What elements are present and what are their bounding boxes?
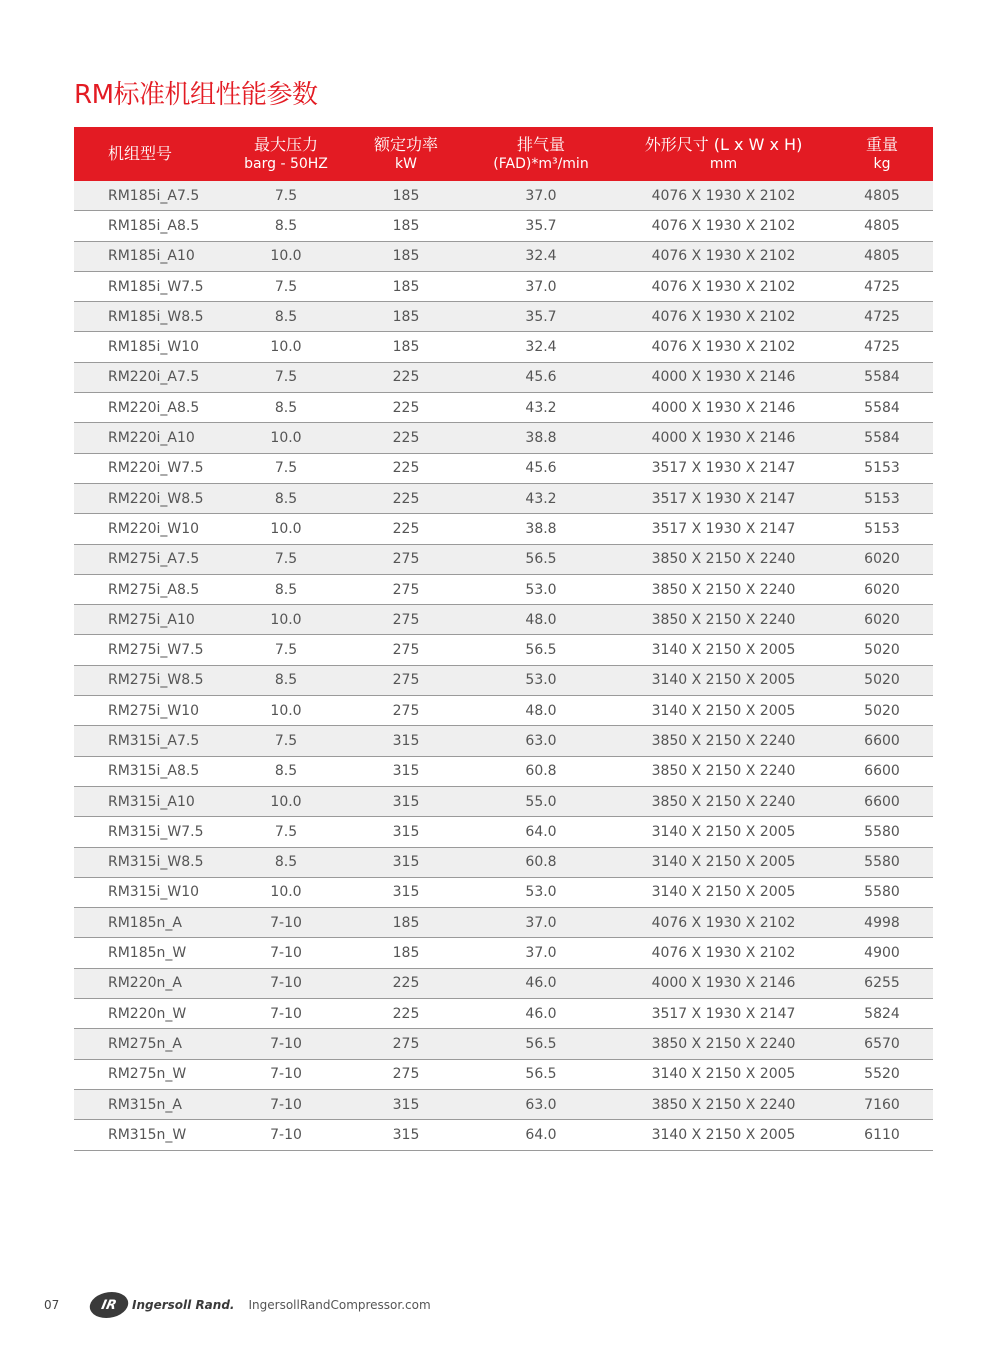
header-dims-unit: mm bbox=[709, 156, 738, 172]
cell-model: RM315i_A7.5 bbox=[108, 732, 200, 749]
cell-dimensions: 3140 X 2150 X 2005 bbox=[651, 823, 796, 840]
cell-pressure: 10.0 bbox=[270, 611, 302, 628]
table-row bbox=[74, 1090, 933, 1120]
table-row bbox=[74, 484, 933, 514]
cell-power: 315 bbox=[392, 763, 420, 780]
cell-power: 315 bbox=[392, 1126, 420, 1143]
cell-dimensions: 3140 X 2150 X 2005 bbox=[651, 672, 796, 689]
cell-pressure: 7-10 bbox=[270, 914, 302, 931]
cell-weight: 4805 bbox=[864, 217, 900, 234]
cell-flow: 48.0 bbox=[525, 611, 557, 628]
cell-weight: 5584 bbox=[864, 430, 900, 447]
cell-dimensions: 4076 X 1930 X 2102 bbox=[651, 339, 796, 356]
page-title: RM标准机组性能参数 bbox=[74, 80, 318, 110]
cell-flow: 60.8 bbox=[525, 763, 557, 780]
table-row bbox=[74, 666, 933, 696]
cell-flow: 63.0 bbox=[525, 1096, 557, 1113]
cell-power: 315 bbox=[392, 884, 420, 901]
spec-table bbox=[74, 127, 933, 1151]
table-row bbox=[74, 605, 933, 635]
cell-weight: 4998 bbox=[864, 914, 900, 931]
cell-model: RM275i_W10 bbox=[108, 702, 200, 719]
cell-flow: 56.5 bbox=[525, 551, 557, 568]
cell-model: RM185i_A7.5 bbox=[108, 187, 200, 204]
cell-flow: 56.5 bbox=[525, 1035, 557, 1052]
cell-model: RM275i_A7.5 bbox=[108, 551, 200, 568]
cell-weight: 6020 bbox=[864, 611, 900, 628]
table-row bbox=[74, 726, 933, 756]
cell-pressure: 10.0 bbox=[270, 248, 302, 265]
cell-pressure: 7.5 bbox=[274, 551, 298, 568]
cell-weight: 5153 bbox=[864, 490, 900, 507]
cell-power: 275 bbox=[392, 672, 420, 689]
table-row bbox=[74, 545, 933, 575]
cell-flow: 32.4 bbox=[525, 248, 557, 265]
cell-weight: 6600 bbox=[864, 793, 900, 810]
cell-pressure: 8.5 bbox=[274, 399, 298, 416]
cell-model: RM185i_A8.5 bbox=[108, 217, 200, 234]
cell-flow: 64.0 bbox=[525, 823, 557, 840]
cell-power: 185 bbox=[392, 308, 420, 325]
cell-flow: 53.0 bbox=[525, 672, 557, 689]
cell-flow: 46.0 bbox=[525, 975, 557, 992]
cell-dimensions: 3140 X 2150 X 2005 bbox=[651, 642, 796, 659]
cell-power: 315 bbox=[392, 854, 420, 871]
table-row bbox=[74, 848, 933, 878]
table-row bbox=[74, 1029, 933, 1059]
header-power bbox=[346, 127, 466, 181]
cell-power: 275 bbox=[392, 551, 420, 568]
cell-pressure: 8.5 bbox=[274, 672, 298, 689]
cell-pressure: 10.0 bbox=[270, 884, 302, 901]
cell-model: RM220i_W10 bbox=[108, 520, 200, 537]
cell-power: 185 bbox=[392, 217, 420, 234]
table-row bbox=[74, 332, 933, 362]
cell-weight: 5584 bbox=[864, 369, 900, 386]
cell-pressure: 10.0 bbox=[270, 520, 302, 537]
cell-flow: 45.6 bbox=[525, 460, 557, 477]
cell-pressure: 7.5 bbox=[274, 732, 298, 749]
cell-weight: 5153 bbox=[864, 520, 900, 537]
cell-pressure: 7.5 bbox=[274, 278, 298, 295]
brand-logo bbox=[90, 1292, 234, 1318]
cell-pressure: 7-10 bbox=[270, 1035, 302, 1052]
cell-weight: 4725 bbox=[864, 308, 900, 325]
cell-pressure: 7-10 bbox=[270, 1066, 302, 1083]
table-row bbox=[74, 969, 933, 999]
cell-pressure: 7-10 bbox=[270, 975, 302, 992]
table-row bbox=[74, 635, 933, 665]
header-weight-unit: kg bbox=[873, 156, 891, 172]
cell-model: RM275i_A8.5 bbox=[108, 581, 200, 598]
cell-weight: 5020 bbox=[864, 642, 900, 659]
cell-power: 185 bbox=[392, 339, 420, 356]
table-row bbox=[74, 181, 933, 211]
table-row bbox=[74, 999, 933, 1029]
cell-pressure: 7.5 bbox=[274, 369, 298, 386]
cell-model: RM315i_W10 bbox=[108, 884, 200, 901]
cell-power: 225 bbox=[392, 975, 420, 992]
cell-flow: 37.0 bbox=[525, 945, 557, 962]
cell-model: RM220i_W7.5 bbox=[108, 460, 204, 477]
cell-dimensions: 4076 X 1930 X 2102 bbox=[651, 278, 796, 295]
table-row bbox=[74, 817, 933, 847]
cell-power: 315 bbox=[392, 732, 420, 749]
cell-dimensions: 4076 X 1930 X 2102 bbox=[651, 217, 796, 234]
cell-pressure: 7.5 bbox=[274, 187, 298, 204]
cell-model: RM220i_A8.5 bbox=[108, 399, 200, 416]
cell-model: RM275i_A10 bbox=[108, 611, 195, 628]
cell-model: RM185i_W7.5 bbox=[108, 278, 204, 295]
cell-weight: 4725 bbox=[864, 339, 900, 356]
table-row bbox=[74, 575, 933, 605]
cell-weight: 5580 bbox=[864, 823, 900, 840]
cell-power: 275 bbox=[392, 702, 420, 719]
header-weight-label: 重量 bbox=[865, 135, 898, 154]
cell-flow: 56.5 bbox=[525, 1066, 557, 1083]
cell-model: RM185n_A bbox=[108, 914, 182, 931]
cell-dimensions: 4000 X 1930 X 2146 bbox=[651, 975, 796, 992]
cell-flow: 43.2 bbox=[525, 399, 557, 416]
cell-pressure: 8.5 bbox=[274, 854, 298, 871]
cell-power: 225 bbox=[392, 460, 420, 477]
cell-flow: 37.0 bbox=[525, 278, 557, 295]
cell-weight: 6600 bbox=[864, 763, 900, 780]
cell-dimensions: 3517 X 1930 X 2147 bbox=[651, 490, 796, 507]
header-dims-label: 外形尺寸 (L x W x H) bbox=[644, 135, 803, 154]
cell-pressure: 8.5 bbox=[274, 763, 298, 780]
table-body bbox=[74, 181, 933, 1151]
cell-pressure: 8.5 bbox=[274, 217, 298, 234]
cell-weight: 4900 bbox=[864, 945, 900, 962]
cell-dimensions: 4076 X 1930 X 2102 bbox=[651, 187, 796, 204]
cell-power: 275 bbox=[392, 642, 420, 659]
cell-dimensions: 3850 X 2150 X 2240 bbox=[651, 732, 796, 749]
cell-dimensions: 3517 X 1930 X 2147 bbox=[651, 1005, 796, 1022]
table-row bbox=[74, 363, 933, 393]
cell-pressure: 8.5 bbox=[274, 308, 298, 325]
cell-power: 275 bbox=[392, 581, 420, 598]
cell-power: 225 bbox=[392, 399, 420, 416]
table-row bbox=[74, 272, 933, 302]
cell-pressure: 7-10 bbox=[270, 1096, 302, 1113]
table-row bbox=[74, 908, 933, 938]
cell-power: 225 bbox=[392, 520, 420, 537]
cell-dimensions: 3850 X 2150 X 2240 bbox=[651, 1035, 796, 1052]
table-row bbox=[74, 393, 933, 423]
cell-dimensions: 3140 X 2150 X 2005 bbox=[651, 884, 796, 901]
cell-weight: 4725 bbox=[864, 278, 900, 295]
cell-pressure: 10.0 bbox=[270, 339, 302, 356]
cell-weight: 5520 bbox=[864, 1066, 900, 1083]
cell-weight: 6255 bbox=[864, 975, 900, 992]
cell-weight: 6110 bbox=[864, 1126, 900, 1143]
cell-power: 225 bbox=[392, 490, 420, 507]
cell-model: RM275n_W bbox=[108, 1066, 187, 1083]
cell-dimensions: 4000 X 1930 X 2146 bbox=[651, 369, 796, 386]
page-footer bbox=[44, 1288, 431, 1322]
cell-model: RM185i_A10 bbox=[108, 248, 195, 265]
cell-pressure: 10.0 bbox=[270, 793, 302, 810]
cell-model: RM185i_W10 bbox=[108, 339, 200, 356]
header-pressure bbox=[226, 127, 346, 181]
table-row bbox=[74, 757, 933, 787]
table-row bbox=[74, 938, 933, 968]
cell-dimensions: 3850 X 2150 X 2240 bbox=[651, 611, 796, 628]
cell-model: RM220n_A bbox=[108, 975, 182, 992]
cell-pressure: 7.5 bbox=[274, 460, 298, 477]
cell-weight: 5020 bbox=[864, 702, 900, 719]
header-power-label: 额定功率 bbox=[373, 135, 438, 154]
cell-dimensions: 4076 X 1930 X 2102 bbox=[651, 308, 796, 325]
cell-flow: 46.0 bbox=[525, 1005, 557, 1022]
cell-flow: 37.0 bbox=[525, 187, 557, 204]
cell-model: RM220i_A7.5 bbox=[108, 369, 200, 386]
cell-dimensions: 3850 X 2150 X 2240 bbox=[651, 1096, 796, 1113]
cell-flow: 55.0 bbox=[525, 793, 557, 810]
cell-weight: 5580 bbox=[864, 854, 900, 871]
header-flow bbox=[466, 127, 616, 181]
cell-model: RM275i_W8.5 bbox=[108, 672, 204, 689]
cell-flow: 53.0 bbox=[525, 581, 557, 598]
cell-flow: 37.0 bbox=[525, 914, 557, 931]
cell-pressure: 7-10 bbox=[270, 945, 302, 962]
cell-model: RM220n_W bbox=[108, 1005, 187, 1022]
cell-weight: 5153 bbox=[864, 460, 900, 477]
cell-model: RM315n_W bbox=[108, 1126, 187, 1143]
cell-model: RM185n_W bbox=[108, 945, 187, 962]
cell-power: 315 bbox=[392, 793, 420, 810]
cell-flow: 38.8 bbox=[525, 430, 557, 447]
cell-model: RM315i_A10 bbox=[108, 793, 195, 810]
cell-weight: 5580 bbox=[864, 884, 900, 901]
cell-dimensions: 4076 X 1930 X 2102 bbox=[651, 248, 796, 265]
cell-dimensions: 3140 X 2150 X 2005 bbox=[651, 1066, 796, 1083]
cell-model: RM275n_A bbox=[108, 1035, 182, 1052]
cell-model: RM275i_W7.5 bbox=[108, 642, 204, 659]
cell-dimensions: 3517 X 1930 X 2147 bbox=[651, 520, 796, 537]
header-flow-unit: (FAD)*m³/min bbox=[493, 156, 589, 172]
cell-flow: 38.8 bbox=[525, 520, 557, 537]
table-row bbox=[74, 242, 933, 272]
cell-power: 315 bbox=[392, 1096, 420, 1113]
cell-weight: 5020 bbox=[864, 672, 900, 689]
table-row bbox=[74, 787, 933, 817]
cell-power: 275 bbox=[392, 1066, 420, 1083]
cell-dimensions: 3850 X 2150 X 2240 bbox=[651, 793, 796, 810]
cell-flow: 35.7 bbox=[525, 217, 557, 234]
header-dims bbox=[616, 127, 831, 181]
cell-dimensions: 3850 X 2150 X 2240 bbox=[651, 763, 796, 780]
cell-power: 185 bbox=[392, 945, 420, 962]
cell-pressure: 7.5 bbox=[274, 823, 298, 840]
header-weight bbox=[831, 127, 933, 181]
table-row bbox=[74, 696, 933, 726]
cell-weight: 6020 bbox=[864, 551, 900, 568]
header-power-unit: kW bbox=[395, 156, 417, 172]
cell-model: RM185i_W8.5 bbox=[108, 308, 204, 325]
cell-flow: 64.0 bbox=[525, 1126, 557, 1143]
cell-weight: 5824 bbox=[864, 1005, 900, 1022]
cell-pressure: 7-10 bbox=[270, 1126, 302, 1143]
cell-dimensions: 4000 X 1930 X 2146 bbox=[651, 430, 796, 447]
header-pressure-label: 最大压力 bbox=[253, 135, 318, 154]
cell-power: 185 bbox=[392, 187, 420, 204]
cell-flow: 35.7 bbox=[525, 308, 557, 325]
cell-dimensions: 4076 X 1930 X 2102 bbox=[651, 945, 796, 962]
cell-flow: 48.0 bbox=[525, 702, 557, 719]
cell-dimensions: 4076 X 1930 X 2102 bbox=[651, 914, 796, 931]
cell-flow: 45.6 bbox=[525, 369, 557, 386]
table-row bbox=[74, 454, 933, 484]
cell-dimensions: 3140 X 2150 X 2005 bbox=[651, 854, 796, 871]
table-row bbox=[74, 878, 933, 908]
table-header bbox=[74, 127, 933, 181]
cell-weight: 4805 bbox=[864, 248, 900, 265]
cell-power: 225 bbox=[392, 1005, 420, 1022]
cell-power: 185 bbox=[392, 248, 420, 265]
cell-power: 275 bbox=[392, 611, 420, 628]
ir-logo-icon: IR bbox=[87, 1292, 131, 1318]
cell-power: 185 bbox=[392, 914, 420, 931]
cell-model: RM315i_W7.5 bbox=[108, 823, 204, 840]
cell-weight: 7160 bbox=[864, 1096, 900, 1113]
cell-pressure: 10.0 bbox=[270, 702, 302, 719]
cell-weight: 6020 bbox=[864, 581, 900, 598]
table-row bbox=[74, 514, 933, 544]
cell-dimensions: 3517 X 1930 X 2147 bbox=[651, 460, 796, 477]
cell-dimensions: 3140 X 2150 X 2005 bbox=[651, 702, 796, 719]
table-row bbox=[74, 211, 933, 241]
cell-weight: 6570 bbox=[864, 1035, 900, 1052]
cell-model: RM315i_W8.5 bbox=[108, 854, 204, 871]
cell-model: RM315n_A bbox=[108, 1096, 182, 1113]
header-pressure-unit: barg - 50HZ bbox=[244, 156, 328, 172]
cell-dimensions: 3140 X 2150 X 2005 bbox=[651, 1126, 796, 1143]
cell-power: 315 bbox=[392, 823, 420, 840]
cell-flow: 32.4 bbox=[525, 339, 557, 356]
cell-pressure: 8.5 bbox=[274, 581, 298, 598]
header-model bbox=[74, 127, 226, 181]
cell-model: RM220i_A10 bbox=[108, 430, 195, 447]
brand-name: Ingersoll Rand. bbox=[132, 1298, 235, 1312]
cell-dimensions: 3850 X 2150 X 2240 bbox=[651, 581, 796, 598]
cell-flow: 43.2 bbox=[525, 490, 557, 507]
table-row bbox=[74, 1060, 933, 1090]
table-row bbox=[74, 302, 933, 332]
cell-weight: 5584 bbox=[864, 399, 900, 416]
cell-pressure: 8.5 bbox=[274, 490, 298, 507]
cell-power: 185 bbox=[392, 278, 420, 295]
cell-model: RM220i_W8.5 bbox=[108, 490, 204, 507]
cell-power: 225 bbox=[392, 369, 420, 386]
cell-power: 225 bbox=[392, 430, 420, 447]
table-row bbox=[74, 423, 933, 453]
cell-pressure: 7.5 bbox=[274, 642, 298, 659]
cell-weight: 4805 bbox=[864, 187, 900, 204]
cell-weight: 6600 bbox=[864, 732, 900, 749]
cell-power: 275 bbox=[392, 1035, 420, 1052]
cell-dimensions: 4000 X 1930 X 2146 bbox=[651, 399, 796, 416]
cell-flow: 56.5 bbox=[525, 642, 557, 659]
cell-flow: 60.8 bbox=[525, 854, 557, 871]
cell-dimensions: 3850 X 2150 X 2240 bbox=[651, 551, 796, 568]
table-row bbox=[74, 1120, 933, 1150]
page-number: 07 bbox=[44, 1298, 60, 1312]
cell-flow: 63.0 bbox=[525, 732, 557, 749]
header-model-label: 机组型号 bbox=[108, 144, 173, 163]
website-link[interactable]: IngersollRandCompressor.com bbox=[248, 1298, 431, 1312]
cell-pressure: 7-10 bbox=[270, 1005, 302, 1022]
cell-flow: 53.0 bbox=[525, 884, 557, 901]
cell-model: RM315i_A8.5 bbox=[108, 763, 200, 780]
header-flow-label: 排气量 bbox=[516, 135, 565, 154]
cell-pressure: 10.0 bbox=[270, 430, 302, 447]
